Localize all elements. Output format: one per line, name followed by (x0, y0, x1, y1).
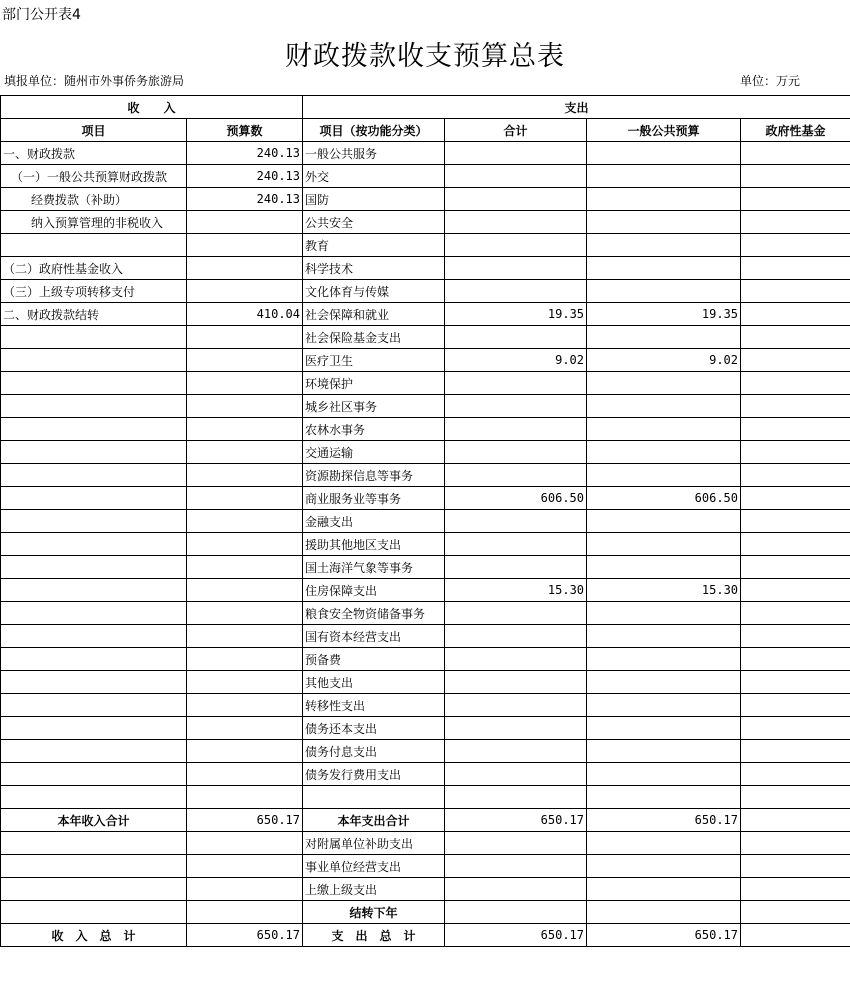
table-row (1, 855, 850, 878)
income-item-cell (1, 579, 187, 602)
income-item-cell (1, 855, 187, 878)
expense-fund-cell (741, 625, 850, 648)
expense-general-cell (587, 832, 741, 855)
income-item-cell (1, 487, 187, 510)
expense-fund-cell (741, 188, 850, 211)
expense-total-cell (445, 395, 587, 418)
expense-item-cell: 粮食安全物资储备事务 (303, 602, 445, 625)
col-header-item: 项目 (1, 119, 187, 142)
expense-general-cell: 650.17 (587, 809, 741, 832)
income-item-cell (1, 418, 187, 441)
table-row (1, 326, 850, 349)
expense-total-cell (445, 257, 587, 280)
expense-fund-cell (741, 579, 850, 602)
table-row (1, 878, 850, 901)
expense-item-cell: 债务付息支出 (303, 740, 445, 763)
expense-item-cell: 国防 (303, 188, 445, 211)
expense-general-cell (587, 694, 741, 717)
expense-total-cell (445, 234, 587, 257)
expense-item-cell: 城乡社区事务 (303, 395, 445, 418)
expense-item-cell: 事业单位经营支出 (303, 855, 445, 878)
income-budget-cell (187, 372, 303, 395)
income-budget-cell (187, 625, 303, 648)
income-budget-cell: 240.13 (187, 165, 303, 188)
income-item-cell (1, 556, 187, 579)
expense-fund-cell (741, 372, 850, 395)
table-row (1, 740, 850, 763)
table-row (1, 602, 850, 625)
expense-fund-cell (741, 395, 850, 418)
expense-fund-cell (741, 303, 850, 326)
expense-total-cell (445, 602, 587, 625)
expense-general-cell (587, 510, 741, 533)
expense-fund-cell (741, 763, 850, 786)
income-budget-cell (187, 441, 303, 464)
income-budget-cell (187, 395, 303, 418)
income-budget-cell (187, 694, 303, 717)
expense-general-cell (587, 717, 741, 740)
expense-item-cell: 文化体育与传媒 (303, 280, 445, 303)
expense-item-cell: 环境保护 (303, 372, 445, 395)
income-budget-cell (187, 556, 303, 579)
income-budget-cell (187, 349, 303, 372)
table-row (1, 280, 850, 303)
income-budget-cell (187, 487, 303, 510)
income-budget-cell (187, 763, 303, 786)
expense-item-cell: 科学技术 (303, 257, 445, 280)
expense-fund-cell (741, 234, 850, 257)
income-budget-cell: 650.17 (187, 809, 303, 832)
expense-item-cell: 转移性支出 (303, 694, 445, 717)
table-row (1, 694, 850, 717)
expense-total-cell (445, 165, 587, 188)
income-item-cell: 本年收入合计 (1, 809, 187, 832)
expense-fund-cell (741, 211, 850, 234)
table-row (1, 510, 850, 533)
expense-total-cell (445, 464, 587, 487)
expense-general-cell (587, 671, 741, 694)
expense-general-cell (587, 878, 741, 901)
income-budget-cell (187, 855, 303, 878)
table-row (1, 625, 850, 648)
expense-general-cell (587, 648, 741, 671)
budget-table (0, 95, 850, 947)
income-item-cell: 收 入 总 计 (1, 924, 187, 947)
expense-item-cell: 支 出 总 计 (303, 924, 445, 947)
income-budget-cell (187, 740, 303, 763)
income-item-cell: 一、财政拨款 (1, 142, 187, 165)
expense-item-cell: 公共安全 (303, 211, 445, 234)
table-row (1, 349, 850, 372)
expense-general-cell (587, 625, 741, 648)
income-budget-cell (187, 901, 303, 924)
col-header-item-func: 项目（按功能分类） (303, 119, 445, 142)
col-header-general: 一般公共预算 (587, 119, 741, 142)
expense-general-cell (587, 188, 741, 211)
income-item-cell: 纳入预算管理的非税收入 (1, 211, 187, 234)
expense-fund-cell (741, 694, 850, 717)
expense-item-cell: 对附属单位补助支出 (303, 832, 445, 855)
income-item-cell: （二）政府性基金收入 (1, 257, 187, 280)
income-item-cell (1, 671, 187, 694)
expense-fund-cell (741, 142, 850, 165)
expense-total-cell: 9.02 (445, 349, 587, 372)
income-budget-cell (187, 832, 303, 855)
income-budget-cell (187, 671, 303, 694)
expense-general-cell (587, 901, 741, 924)
expense-fund-cell (741, 878, 850, 901)
expense-general-cell: 19.35 (587, 303, 741, 326)
income-item-cell (1, 763, 187, 786)
expense-total-cell (445, 648, 587, 671)
expense-total-cell (445, 717, 587, 740)
table-row (1, 579, 850, 602)
expense-total-cell (445, 441, 587, 464)
currency-unit: 单位：万元 (740, 74, 801, 88)
expense-general-cell: 15.30 (587, 579, 741, 602)
table-row (1, 901, 850, 924)
expense-total-cell: 650.17 (445, 924, 587, 947)
expense-total-cell: 606.50 (445, 487, 587, 510)
income-item-cell: 二、财政拨款结转 (1, 303, 187, 326)
col-header-budget: 预算数 (187, 119, 303, 142)
table-row (1, 211, 850, 234)
expense-item-cell: 结转下年 (303, 901, 445, 924)
expense-general-cell (587, 855, 741, 878)
expense-item-cell: 本年支出合计 (303, 809, 445, 832)
table-row (1, 671, 850, 694)
expense-total-cell (445, 556, 587, 579)
table-row (1, 809, 850, 832)
income-budget-cell (187, 602, 303, 625)
expense-item-cell: 国有资本经营支出 (303, 625, 445, 648)
expense-general-cell (587, 211, 741, 234)
income-budget-cell (187, 280, 303, 303)
expense-total-cell: 19.35 (445, 303, 587, 326)
income-budget-cell: 240.13 (187, 188, 303, 211)
income-budget-cell (187, 648, 303, 671)
income-item-cell (1, 533, 187, 556)
expense-general-cell (587, 786, 741, 809)
expense-fund-cell (741, 533, 850, 556)
expense-item-cell: 住房保障支出 (303, 579, 445, 602)
expense-general-cell (587, 441, 741, 464)
expense-total-cell (445, 372, 587, 395)
expense-fund-cell (741, 349, 850, 372)
expense-general-cell (587, 257, 741, 280)
expense-item-cell: 医疗卫生 (303, 349, 445, 372)
income-budget-cell (187, 510, 303, 533)
income-item-cell (1, 510, 187, 533)
expense-fund-cell (741, 648, 850, 671)
expense-total-cell (445, 510, 587, 533)
expense-total-cell (445, 832, 587, 855)
table-row (1, 372, 850, 395)
expense-general-cell (587, 234, 741, 257)
expense-fund-cell (741, 441, 850, 464)
table-row (1, 441, 850, 464)
table-row (1, 832, 850, 855)
income-budget-cell (187, 326, 303, 349)
income-item-cell (1, 372, 187, 395)
income-item-cell (1, 349, 187, 372)
expense-fund-cell (741, 717, 850, 740)
table-row (1, 763, 850, 786)
expense-general-cell (587, 280, 741, 303)
col-header-fund: 政府性基金 (741, 119, 850, 142)
expense-general-cell (587, 418, 741, 441)
expense-total-cell: 650.17 (445, 809, 587, 832)
expense-fund-cell (741, 418, 850, 441)
table-row (1, 648, 850, 671)
form-tag: 部门公开表4 (2, 7, 81, 23)
expense-item-cell: 预备费 (303, 648, 445, 671)
expense-total-cell (445, 188, 587, 211)
expense-general-cell: 606.50 (587, 487, 741, 510)
income-item-cell (1, 395, 187, 418)
income-budget-cell (187, 234, 303, 257)
table-row (1, 234, 850, 257)
income-item-cell (1, 326, 187, 349)
income-item-cell: （三）上级专项转移支付 (1, 280, 187, 303)
table-row (1, 188, 850, 211)
expense-total-cell (445, 418, 587, 441)
income-budget-cell (187, 878, 303, 901)
expense-item-cell: 社会保险基金支出 (303, 326, 445, 349)
expense-general-cell: 650.17 (587, 924, 741, 947)
page-title: 财政拨款收支预算总表 (285, 41, 565, 72)
expense-general-cell (587, 602, 741, 625)
expense-total-cell (445, 625, 587, 648)
table-row (1, 418, 850, 441)
table-row (1, 487, 850, 510)
income-budget-cell (187, 579, 303, 602)
table-row (1, 395, 850, 418)
expense-total-cell (445, 694, 587, 717)
expense-general-cell (587, 533, 741, 556)
income-item-cell (1, 625, 187, 648)
income-budget-cell (187, 717, 303, 740)
income-item-cell (1, 441, 187, 464)
expense-general-cell (587, 326, 741, 349)
reporting-unit: 填报单位：随州市外事侨务旅游局 (4, 74, 185, 88)
income-budget-cell (187, 211, 303, 234)
expense-fund-cell (741, 464, 850, 487)
expense-fund-cell (741, 740, 850, 763)
expense-fund-cell (741, 326, 850, 349)
expense-general-cell (587, 372, 741, 395)
table-row (1, 165, 850, 188)
income-budget-cell: 410.04 (187, 303, 303, 326)
expense-fund-cell (741, 257, 850, 280)
expense-item-cell: 资源勘探信息等事务 (303, 464, 445, 487)
income-group-header: 收 入 (1, 96, 303, 119)
income-item-cell (1, 878, 187, 901)
expense-general-cell (587, 763, 741, 786)
income-budget-cell (187, 786, 303, 809)
expense-fund-cell (741, 487, 850, 510)
table-body (1, 142, 850, 947)
table-row (1, 464, 850, 487)
income-item-cell (1, 901, 187, 924)
expense-fund-cell (741, 671, 850, 694)
expense-total-cell (445, 855, 587, 878)
expense-item-cell: 社会保障和就业 (303, 303, 445, 326)
income-item-cell (1, 717, 187, 740)
expense-item-cell: 债务还本支出 (303, 717, 445, 740)
income-budget-cell (187, 464, 303, 487)
income-budget-cell: 650.17 (187, 924, 303, 947)
expense-total-cell (445, 671, 587, 694)
expense-general-cell (587, 464, 741, 487)
expense-item-cell: 教育 (303, 234, 445, 257)
income-budget-cell (187, 533, 303, 556)
expense-total-cell (445, 142, 587, 165)
expense-total-cell (445, 740, 587, 763)
expense-fund-cell (741, 556, 850, 579)
income-item-cell: （一）一般公共预算财政拨款 (1, 165, 187, 188)
expense-fund-cell (741, 510, 850, 533)
expense-item-cell: 一般公共服务 (303, 142, 445, 165)
table-row (1, 924, 850, 947)
expense-total-cell: 15.30 (445, 579, 587, 602)
expense-item-cell: 国土海洋气象等事务 (303, 556, 445, 579)
expense-item-cell: 其他支出 (303, 671, 445, 694)
expense-general-cell (587, 165, 741, 188)
expense-general-cell (587, 556, 741, 579)
expense-total-cell (445, 533, 587, 556)
expense-item-cell: 金融支出 (303, 510, 445, 533)
expense-item-cell: 援助其他地区支出 (303, 533, 445, 556)
expense-item-cell: 农林水事务 (303, 418, 445, 441)
income-item-cell (1, 602, 187, 625)
expense-item-cell: 外交 (303, 165, 445, 188)
table-row (1, 717, 850, 740)
table-row (1, 142, 850, 165)
expense-fund-cell (741, 280, 850, 303)
table-row (1, 786, 850, 809)
expense-fund-cell (741, 786, 850, 809)
expense-group-header: 支出 (303, 96, 850, 119)
expense-fund-cell (741, 855, 850, 878)
income-item-cell (1, 694, 187, 717)
expense-total-cell (445, 786, 587, 809)
expense-general-cell: 9.02 (587, 349, 741, 372)
expense-total-cell (445, 901, 587, 924)
table-row (1, 533, 850, 556)
expense-total-cell (445, 280, 587, 303)
expense-item-cell: 商业服务业等事务 (303, 487, 445, 510)
expense-item-cell: 债务发行费用支出 (303, 763, 445, 786)
income-item-cell (1, 464, 187, 487)
expense-total-cell (445, 878, 587, 901)
expense-fund-cell (741, 832, 850, 855)
income-item-cell (1, 786, 187, 809)
income-budget-cell: 240.13 (187, 142, 303, 165)
income-item-cell (1, 234, 187, 257)
expense-total-cell (445, 326, 587, 349)
expense-fund-cell (741, 901, 850, 924)
expense-item-cell: 交通运输 (303, 441, 445, 464)
expense-fund-cell (741, 924, 850, 947)
table-row (1, 257, 850, 280)
income-item-cell (1, 648, 187, 671)
income-item-cell (1, 832, 187, 855)
expense-general-cell (587, 395, 741, 418)
expense-general-cell (587, 740, 741, 763)
expense-item-cell (303, 786, 445, 809)
expense-fund-cell (741, 165, 850, 188)
income-item-cell: 经费拨款（补助） (1, 188, 187, 211)
income-budget-cell (187, 418, 303, 441)
expense-general-cell (587, 142, 741, 165)
expense-fund-cell (741, 809, 850, 832)
col-header-total: 合计 (445, 119, 587, 142)
expense-total-cell (445, 211, 587, 234)
expense-fund-cell (741, 602, 850, 625)
table-row (1, 303, 850, 326)
expense-item-cell: 上缴上级支出 (303, 878, 445, 901)
income-budget-cell (187, 257, 303, 280)
table-row (1, 556, 850, 579)
income-item-cell (1, 740, 187, 763)
expense-total-cell (445, 763, 587, 786)
